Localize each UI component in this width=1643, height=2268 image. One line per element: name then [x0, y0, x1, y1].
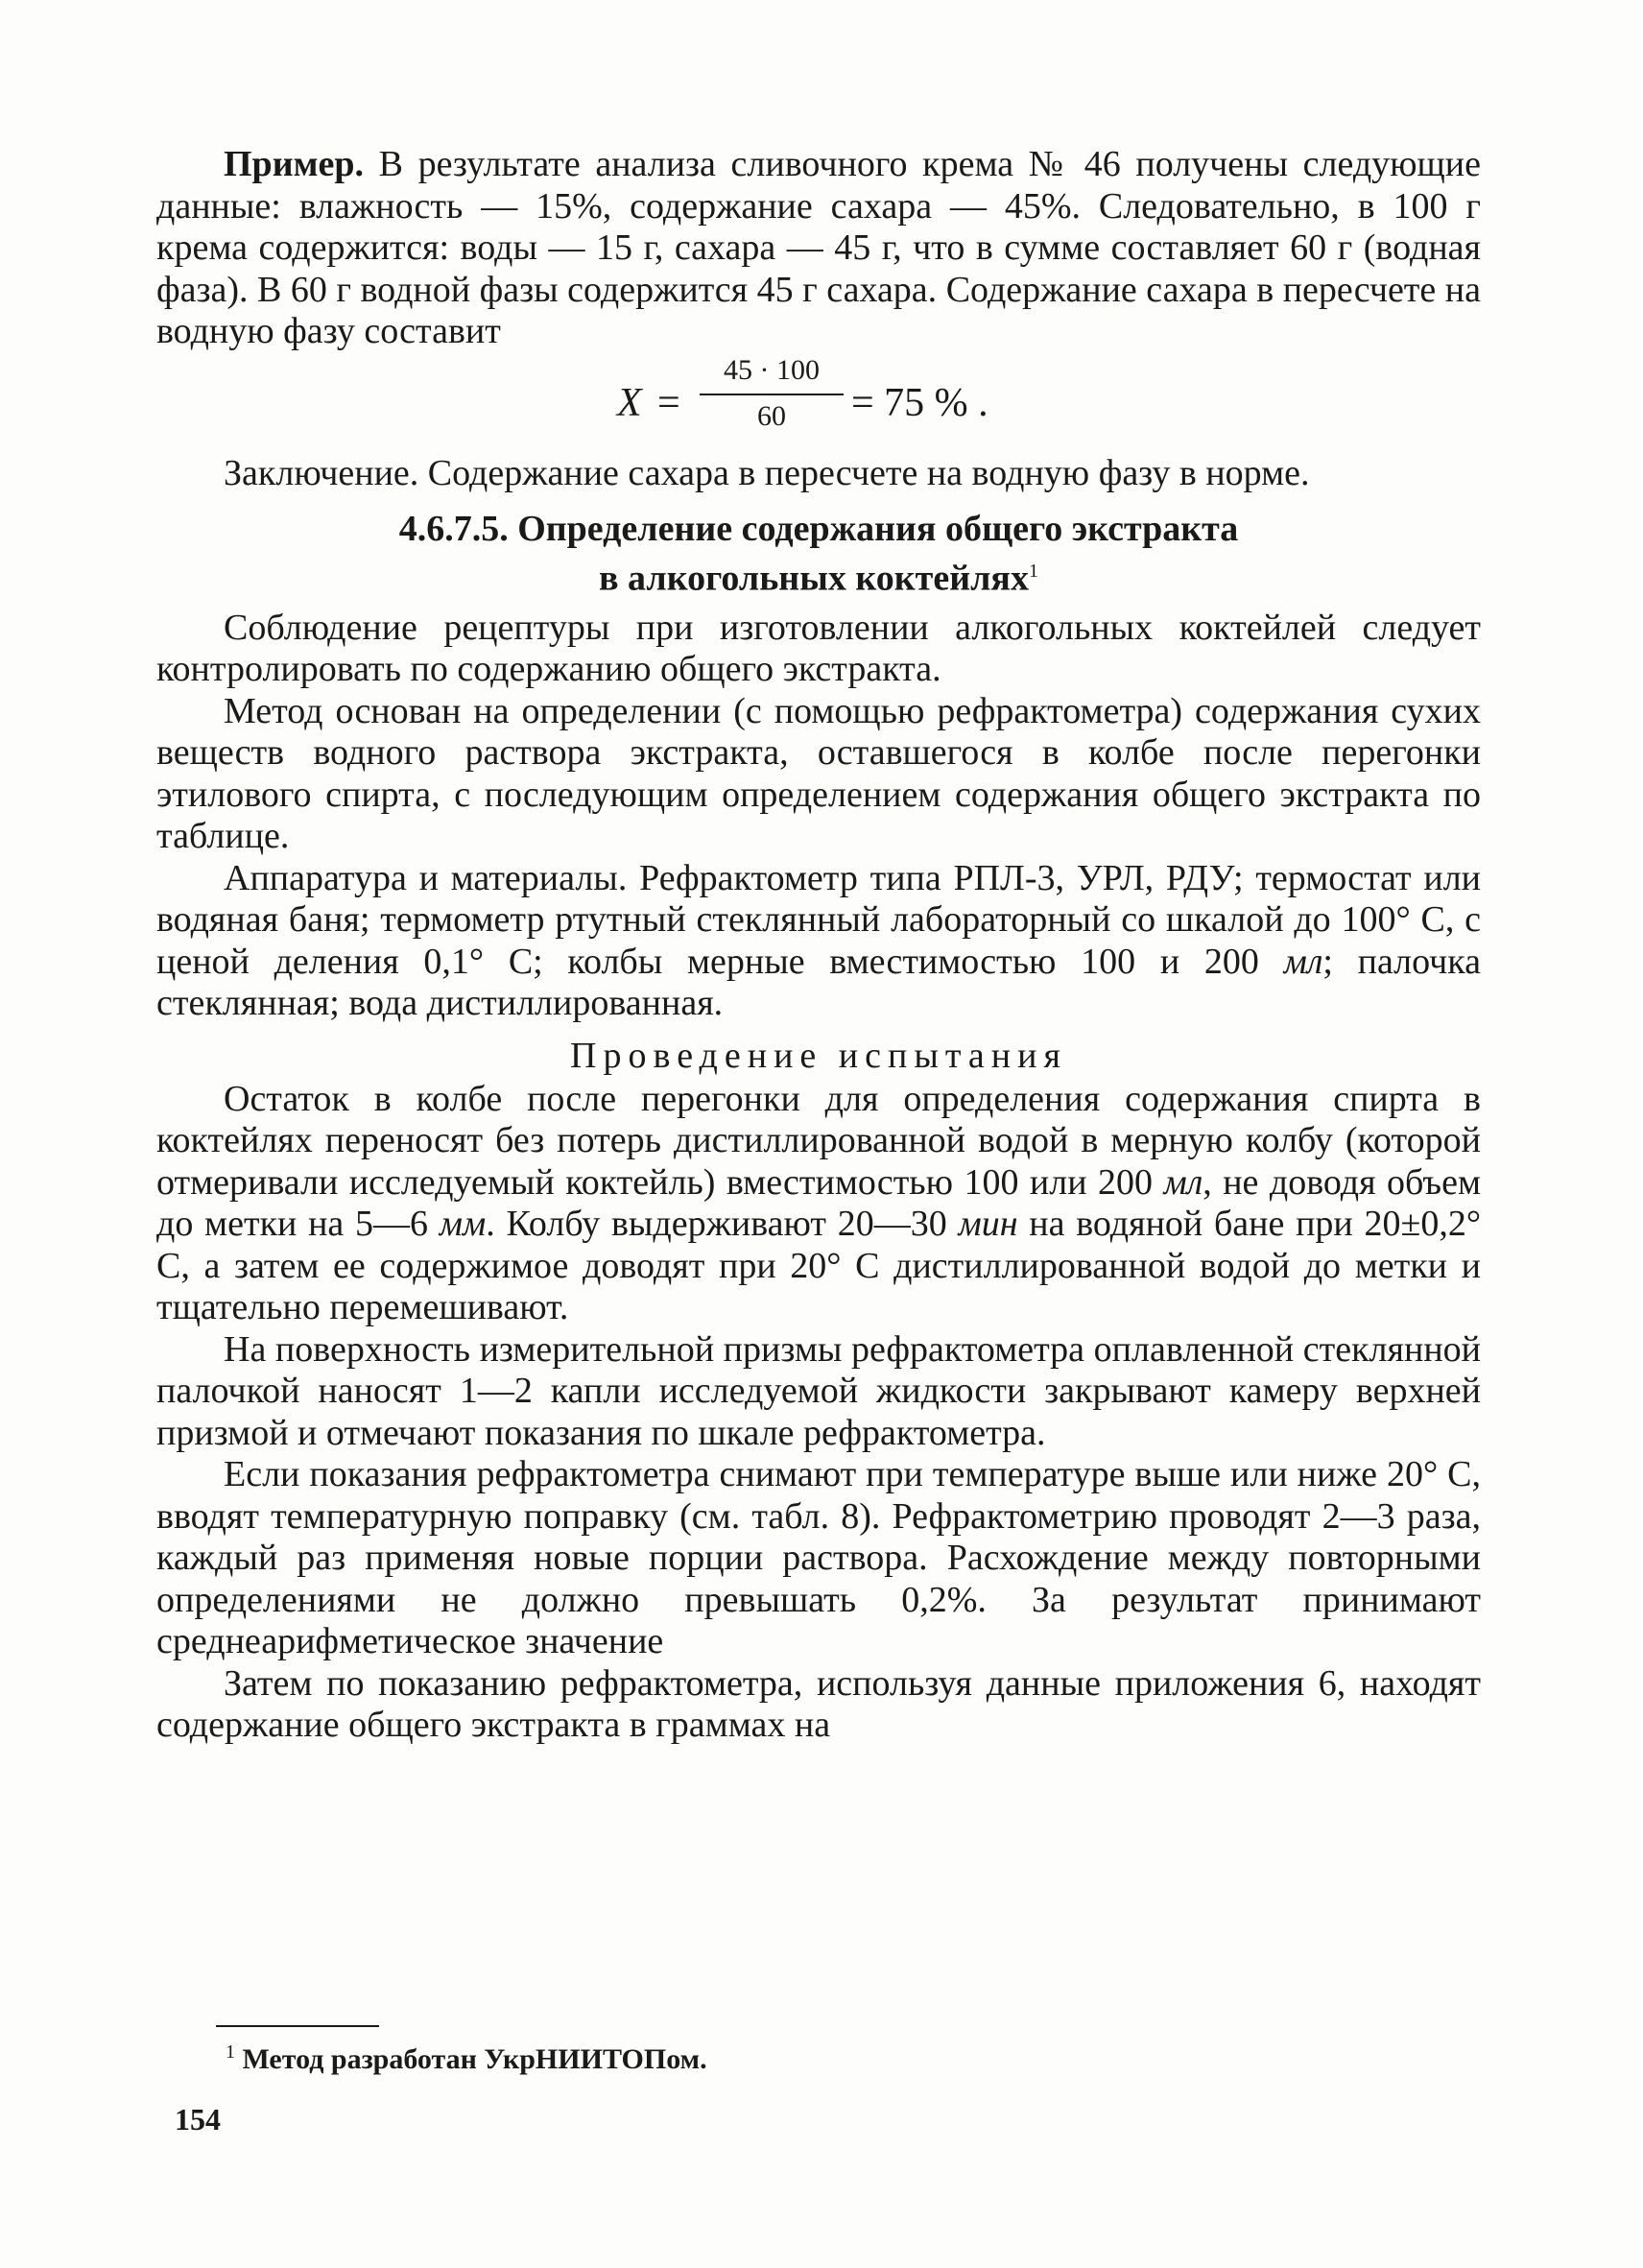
- footnote: [226, 2033, 707, 2079]
- section-title-line2-wrap: [156, 550, 1481, 600]
- subsection-heading: Проведение испытания: [570, 1035, 1067, 1076]
- paragraph-procedure-4: Затем по показанию рефрактометра, используя данные приложения 6, находят содержание общего экстракта в граммах на: [156, 1662, 1481, 1746]
- procedure-text-b: , не доводя объем до метки на 5—6: [156, 1161, 1481, 1245]
- section-footnote-mark: 1: [1028, 561, 1038, 582]
- page-number: 154: [175, 2102, 221, 2137]
- formula-variable: X: [617, 380, 642, 425]
- formula-equals: =: [657, 380, 680, 425]
- paragraph-recipe: Соблюдение рецептуры при изготовлении алкогольных коктейлей следует контролировать по содержанию общего экстракта.: [156, 607, 1481, 690]
- conclusion-text: Содержание сахара в пересчете на водную фазу в норме.: [427, 452, 1310, 493]
- paragraph-method: Метод основан на определении (с помощью рефрактометра) содержания сухих веществ водного раствора экстракта, оставшегося в колбе после перегонки этилового спирта, с последующим определением содержания общего экстракта по таблице.: [156, 690, 1481, 857]
- procedure-unit-ml: мл: [1163, 1161, 1203, 1203]
- section-title-line2: в алкогольных коктейлях: [599, 558, 1029, 599]
- footnote-text: Метод разработан УкрНИИТОПом.: [242, 2043, 707, 2075]
- footnote-mark: 1: [226, 2041, 235, 2063]
- conclusion-paragraph: [156, 453, 1481, 495]
- formula-denominator: 60: [757, 399, 786, 432]
- equipment-text-a: Рефрактометр типа РПЛ-3, УРЛ, РДУ; термостат или водяная баня; термометр ртутный стеклянный лабораторный со шкалой до 100° С, с ценой деления 0,1° С; колбы мерные вместимостью 100 и 200: [156, 857, 1482, 982]
- formula-result: = 75 % .: [851, 380, 988, 425]
- section-title-line1: 4.6.7.5. Определение содержания общего экстракта: [398, 509, 1239, 549]
- paragraph-procedure-3: Если показания рефрактометра снимают при температуре выше или ниже 20° С, вводят температурную поправку (см. табл. 8). Рефрактометрию проводят 2—3 раза, каждый раз применяя новые порции раствора. Расхождение между повторными определениями не должно превышать 0,2%. За результат принимают среднеарифметическое значение: [156, 1454, 1481, 1662]
- paragraph-procedure-2: На поверхность измерительной призмы рефрактометра оплавленной стеклянной палочкой наносят 1—2 капли исследуемой жидкости закрывают камеру верхней призмой и отмечают показания по шкале рефрактометра.: [156, 1328, 1481, 1453]
- page-content: [156, 144, 1481, 1747]
- procedure-unit-mm: мм: [439, 1204, 487, 1245]
- section-heading: [156, 508, 1481, 600]
- equipment-unit: мл: [1283, 941, 1323, 982]
- footnote-rule: [216, 2025, 379, 2027]
- equipment-text-b: ; палочка стеклянная; вода дистиллированная.: [156, 941, 1482, 1024]
- formula-fraction: [700, 353, 844, 434]
- example-paragraph: [156, 144, 1481, 353]
- sugar-formula: [156, 353, 1481, 453]
- spacer: [156, 600, 1481, 608]
- paragraph-equipment: [156, 858, 1481, 1025]
- procedure-text-d: на водяной бане при 20±0,2° С, а затем ее содержимое доводят при 20° С дистиллированной водой до метки и тщательно перемешивают.: [156, 1204, 1482, 1328]
- fraction-bar: [700, 394, 844, 395]
- equipment-label: Аппаратура и материалы.: [224, 857, 628, 898]
- paragraph-procedure-1: [156, 1079, 1481, 1329]
- procedure-unit-min: мин: [958, 1204, 1018, 1245]
- formula-numerator: 45 · 100: [724, 353, 820, 386]
- example-text: В результате анализа сливочного крема № 46 получены следующие данные: влажность — 15%, содержание сахара — 45%. Следовательно, в 100 г крема содержится: воды — 15 г, сахара — 45 г, что в сумме составляет 60 г (водная фаза). В 60 г водной фазы содержится 45 г сахара. Содержание сахара в пересчете на водную фазу составит: [156, 144, 1481, 351]
- example-label: Пример.: [224, 144, 364, 184]
- conclusion-label: Заключение.: [224, 452, 419, 493]
- procedure-text-c: . Колбу выдерживают 20—30: [486, 1204, 947, 1245]
- procedure-text-a: Остаток в колбе после перегонки для определения содержания спирта в коктейлях переносят без потерь дистиллированной водой в мерную колбу (которой отмеривали исследуемый коктейль) вместимостью 100 или 200: [156, 1078, 1481, 1203]
